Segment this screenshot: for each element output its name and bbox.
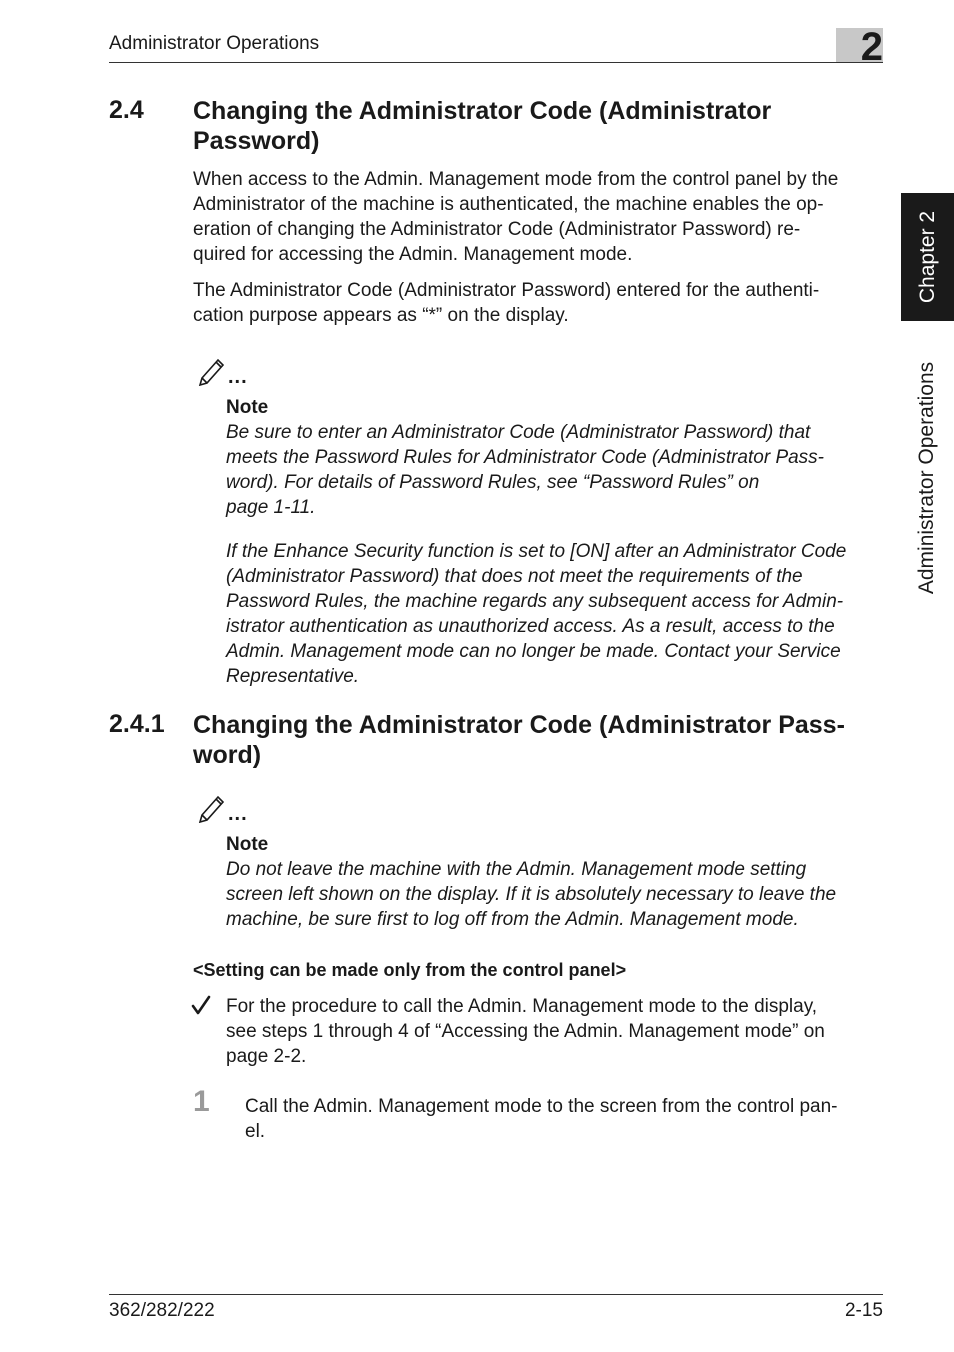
chapter-side-tab <box>901 193 954 321</box>
paragraph-line: eration of changing the Administrator Code (Administrator Password) re- <box>193 219 801 240</box>
paragraph-line: cation purpose appears as “*” on the display. <box>193 305 569 326</box>
note-line: Be sure to enter an Administrator Code (Administrator Password) that <box>226 422 811 443</box>
setting-heading: <Setting can be made only from the control panel> <box>193 960 627 980</box>
section-side-label: Administrator Operations <box>915 361 938 595</box>
paragraph-line: Call the Admin. Management mode to the screen from the control pan- <box>245 1096 838 1117</box>
note-line: (Administrator Password) that does not meet the requirements of the <box>226 566 803 587</box>
header-rule <box>109 62 883 63</box>
paragraph-line: Administrator of the machine is authenticated, the machine enables the op- <box>193 194 824 215</box>
chapter-number: 2 <box>860 25 883 69</box>
display-paragraph <box>193 278 883 328</box>
note-text <box>226 420 886 520</box>
intro-paragraph <box>193 167 883 267</box>
paragraph-line: The Administrator Code (Administrator Password) entered for the authenti- <box>193 280 820 301</box>
note-line: Representative. <box>226 666 360 687</box>
running-head: Administrator Operations <box>109 33 320 54</box>
note-label: Note <box>226 834 269 855</box>
step-number: 1 <box>193 1085 210 1118</box>
section-title-line: Password) <box>193 127 320 155</box>
note-line: meets the Password Rules for Administrator Code (Administrator Pass- <box>226 447 825 468</box>
paragraph-line: see steps 1 through 4 of “Accessing the Admin. Management mode” on <box>226 1021 825 1042</box>
note-line: If the Enhance Security function is set to [ON] after an Administrator Code <box>226 541 847 562</box>
paragraph-line: For the procedure to call the Admin. Management mode to the display, <box>226 996 818 1017</box>
note-line: Do not leave the machine with the Admin. Management mode setting <box>226 859 807 880</box>
paragraph-line: el. <box>245 1121 266 1142</box>
note-text <box>226 539 886 689</box>
note-dots: ... <box>228 366 248 388</box>
paragraph-line: When access to the Admin. Management mode from the control panel by the <box>193 169 839 190</box>
note-text <box>226 857 886 932</box>
note-line: Admin. Management mode can no longer be made. Contact your Service <box>226 641 841 662</box>
step-text <box>245 1094 885 1144</box>
paragraph-line: quired for accessing the Admin. Management mode. <box>193 244 633 265</box>
section-title-line: Changing the Administrator Code (Administrator <box>193 97 772 125</box>
section-number: 2.4 <box>109 96 144 124</box>
note-line: istrator authentication as unauthorized access. As a result, access to the <box>226 616 835 637</box>
subsection-title-line: word) <box>193 741 262 769</box>
note-line: Password Rules, the machine regards any subsequent access for Admin- <box>226 591 844 612</box>
subsection-title-line: Changing the Administrator Code (Administrator Pass- <box>193 711 845 739</box>
chapter-side-tab-label: Chapter 2 <box>915 210 939 304</box>
pencil-icon <box>196 354 228 392</box>
check-item-text <box>226 994 886 1069</box>
section-title <box>193 96 873 156</box>
note-line: page 1-11. <box>226 497 316 518</box>
footer-rule <box>109 1294 883 1295</box>
note-line: word). For details of Password Rules, see “Password Rules” on <box>226 472 760 493</box>
footer-model: 362/282/222 <box>109 1300 215 1321</box>
note-dots: ... <box>228 803 248 825</box>
paragraph-line: page 2-2. <box>226 1046 307 1067</box>
subsection-title <box>193 710 873 770</box>
note-line: machine, be sure first to log off from the Admin. Management mode. <box>226 909 799 930</box>
pencil-icon <box>196 791 228 829</box>
note-line: screen left shown on the display. If it is absolutely necessary to leave the <box>226 884 837 905</box>
checkmark-icon <box>191 994 211 1022</box>
footer-page-number: 2-15 <box>844 1300 883 1321</box>
note-label: Note <box>226 397 269 418</box>
subsection-number: 2.4.1 <box>109 710 165 738</box>
